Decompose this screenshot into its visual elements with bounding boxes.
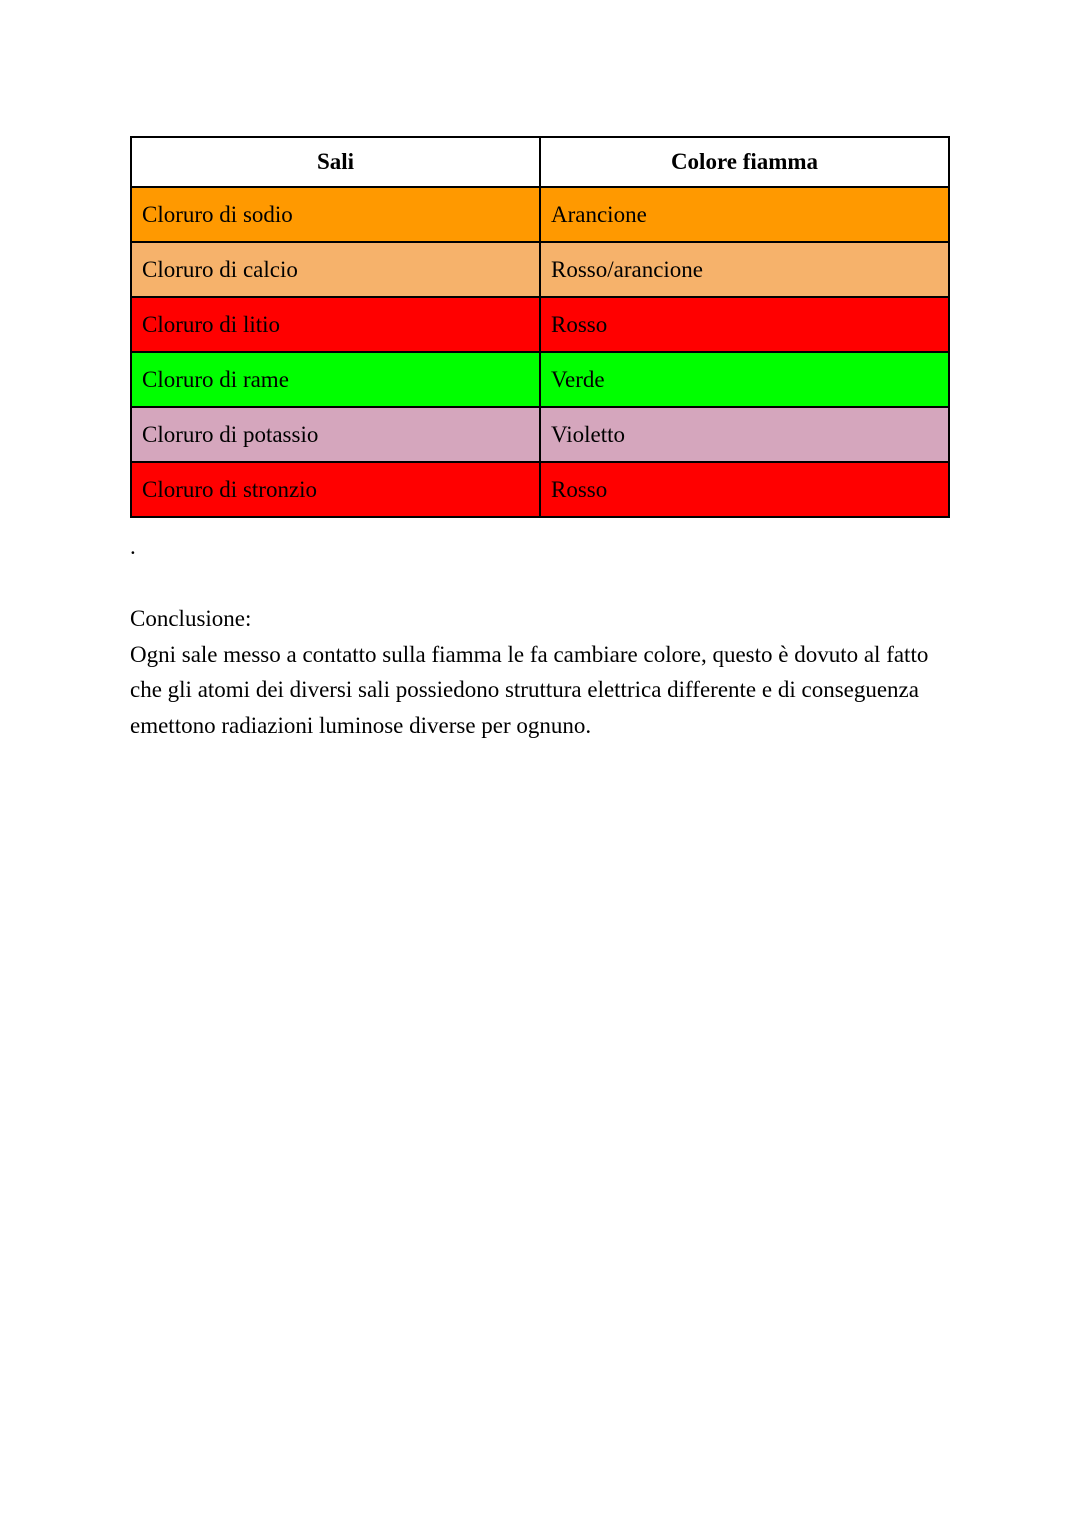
table-header-row	[131, 137, 949, 187]
flame-test-table	[130, 136, 950, 518]
salt-cell: Cloruro di calcio	[131, 242, 540, 297]
table-row	[131, 187, 949, 242]
table-row	[131, 297, 949, 352]
table-row	[131, 462, 949, 517]
table-row	[131, 352, 949, 407]
conclusion-section	[130, 601, 960, 743]
salt-cell: Cloruro di litio	[131, 297, 540, 352]
flame-color-cell: Violetto	[540, 407, 949, 462]
conclusion-body: Ogni sale messo a contatto sulla fiamma le fa cambiare colore, questo è dovuto al fatto che gli atomi dei diversi sali possiedono struttura elettrica differente e di conseguenza emettono radiazioni luminose diverse per ognuno.	[130, 641, 929, 738]
salt-cell: Cloruro di stronzio	[131, 462, 540, 517]
flame-color-cell: Verde	[540, 352, 949, 407]
conclusion-heading: Conclusione:	[130, 606, 252, 631]
header-salts: Sali	[131, 137, 540, 187]
flame-color-cell: Rosso	[540, 297, 949, 352]
after-table-mark: .	[130, 534, 136, 559]
table-row	[131, 242, 949, 297]
salt-cell: Cloruro di sodio	[131, 187, 540, 242]
flame-color-cell: Arancione	[540, 187, 949, 242]
salt-cell: Cloruro di rame	[131, 352, 540, 407]
table-row	[131, 407, 949, 462]
header-flame-color: Colore fiamma	[540, 137, 949, 187]
flame-color-cell: Rosso/arancione	[540, 242, 949, 297]
flame-color-cell: Rosso	[540, 462, 949, 517]
salt-cell: Cloruro di potassio	[131, 407, 540, 462]
